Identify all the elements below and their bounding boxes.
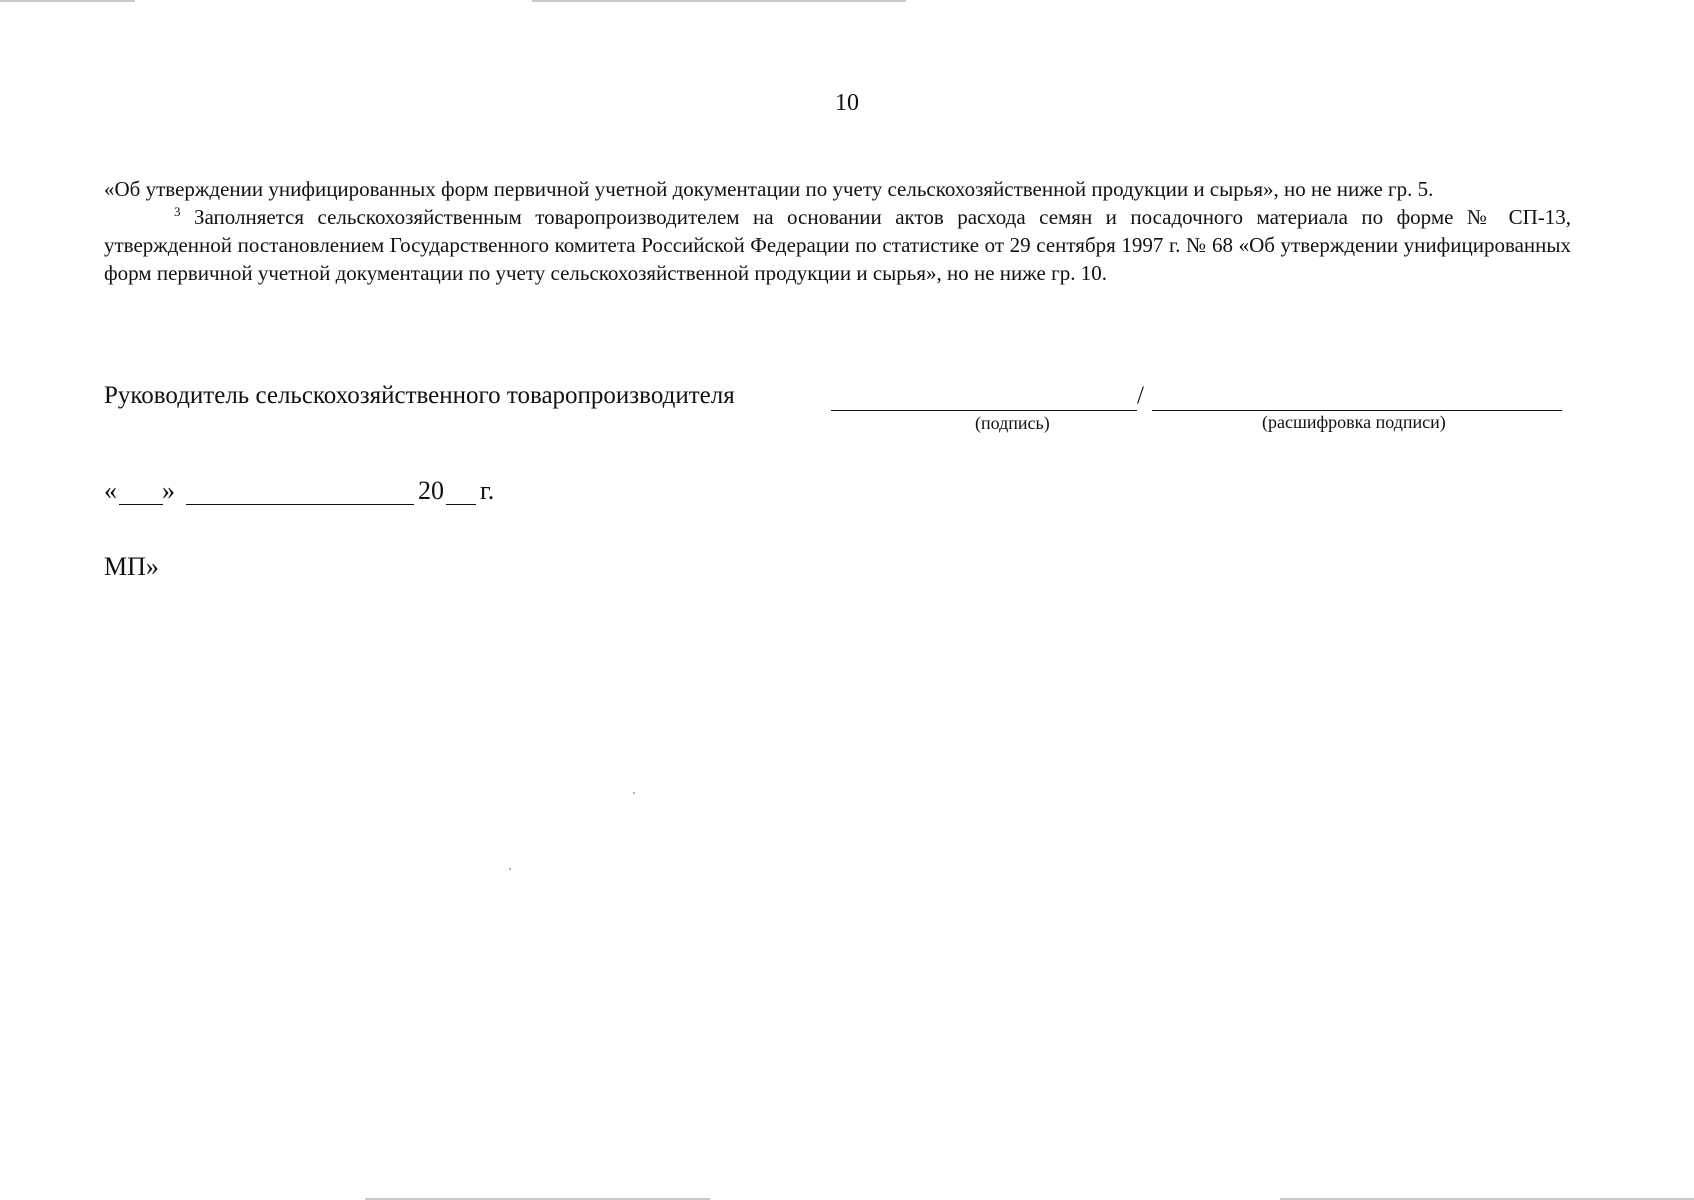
signature-slash: / bbox=[1137, 382, 1144, 409]
footnote-continuation bbox=[104, 175, 1571, 203]
signature-blank-line bbox=[831, 410, 1137, 411]
date-open-quote: « bbox=[104, 476, 117, 505]
stamp-place-label: МП» bbox=[104, 552, 159, 581]
scan-edge-top-center bbox=[532, 0, 906, 2]
date-close-quote: » bbox=[162, 476, 175, 505]
signature-row bbox=[104, 382, 1564, 412]
footnote-text: Заполняется сельскохозяйственным товаропроизводителем на основании актов расхода семян и посадочного материала по форме № СП-13, утвержденной постановлением Государственного комитета Российской Федерации по статистике от 29 сентября 1997 г. № 68 «Об утверждении унифицированных форм первичной учетной документации по учету сельскохозяйственной продукции и сырья», но не ниже гр. 10. bbox=[104, 205, 1571, 285]
signature-decoding-caption: (расшифровка подписи) bbox=[1262, 412, 1446, 432]
date-year-suffix: г. bbox=[480, 476, 495, 505]
page-number: 10 bbox=[835, 90, 859, 116]
signature-label: Руководитель сельскохозяйственного товаропроизводителя bbox=[104, 382, 735, 409]
date-row bbox=[104, 476, 604, 508]
scan-edge-top-left bbox=[0, 0, 135, 2]
date-year-prefix: 20 bbox=[418, 476, 444, 505]
scan-speck bbox=[509, 868, 511, 870]
signature-caption: (подпись) bbox=[975, 413, 1050, 433]
footnote-marker: 3 bbox=[174, 204, 181, 219]
footnote-text: «Об утверждении унифицированных форм первичной учетной документации по учету сельскохозяйственной продукции и сырья», но не ниже гр. 5. bbox=[104, 177, 1434, 201]
scan-speck bbox=[633, 792, 635, 794]
signature-decoding-blank-line bbox=[1152, 410, 1562, 411]
footnote-3 bbox=[104, 203, 1571, 287]
footnotes-block bbox=[104, 175, 1571, 287]
date-year-blank-line bbox=[446, 504, 476, 505]
date-day-blank-line bbox=[119, 504, 163, 505]
date-month-blank-line bbox=[186, 504, 414, 505]
